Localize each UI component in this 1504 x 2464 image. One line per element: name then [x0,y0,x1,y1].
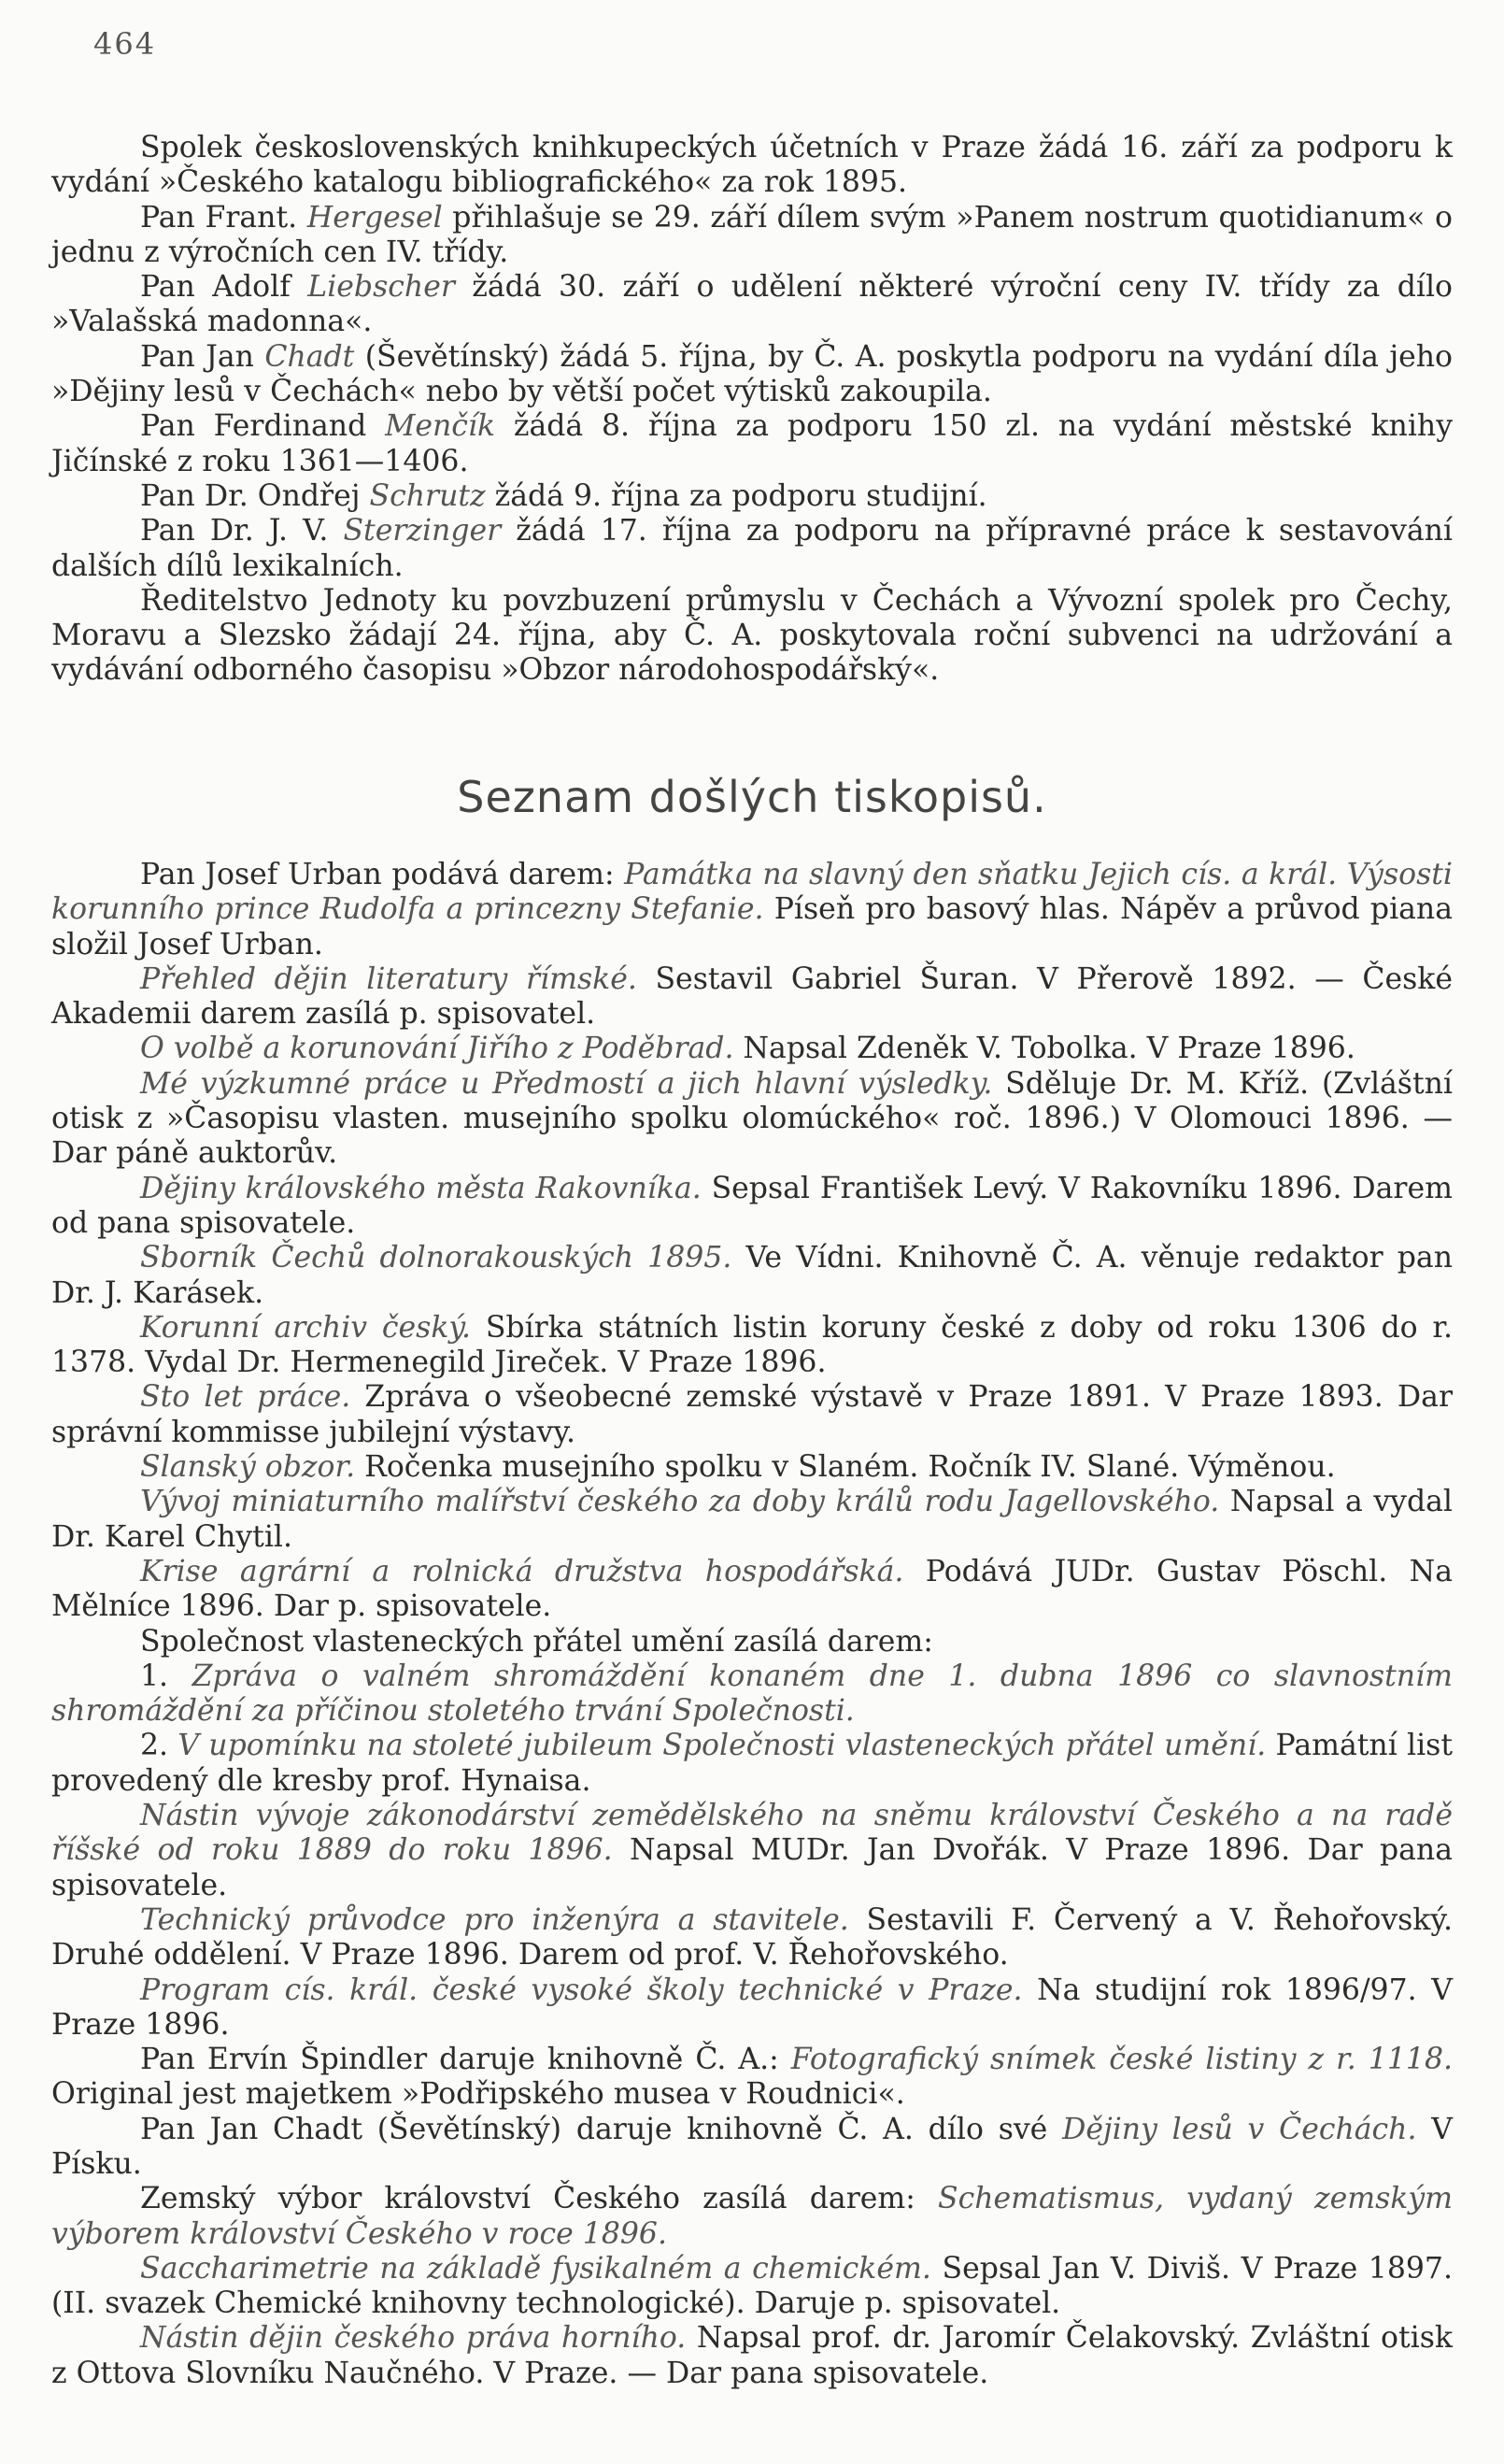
title-text: Liebscher [307,270,455,305]
body-text: Pan Jan Chadt (Ševětínský) daruje knihovně Č. A. dílo své [140,2112,1063,2146]
entry-paragraph [51,1450,1453,1485]
body-text: Ve Vídni. Knihovně Č. A. věnuje redaktor pan Dr. J. Karásek. [51,1241,1453,1310]
entry-paragraph [51,2252,1453,2322]
title-text: Zpráva o valném shromáždění konaném dne 1. dubna 1896 co slavnostním shromáždění za příčinou stoletého trvání Společnosti. [51,1659,1453,1729]
body-text: Na studijní rok 1896/97. V Praze 1896. [51,1973,1453,2042]
title-text: Sborník Čechů dolnorakouských 1895. [140,1241,732,1275]
body-text: Pan Jan [140,339,265,374]
title-text: Krise agrární a rolnická družstva hospodářská. [140,1554,904,1588]
entry-paragraph [51,1380,1453,1450]
request-paragraph [51,514,1453,584]
title-text: Památka na slavný den sňatku Jejich cís. a král. Výsosti korunního prince Rudolfa a princezny Stefanie. [51,858,1453,927]
title-text: Technický průvodce pro inženýra a stavitele. [140,1902,849,1937]
section-heading: Seznam došlých tiskopisů. [457,772,1047,822]
body-text: Zemský výbor království Českého zasílá darem: [140,2182,939,2216]
body-text: Pan Dr. J. V. [140,514,344,548]
entry-paragraph [51,1625,1453,1659]
body-text: Ředitelstvo Jednoty ku povzbuzení průmyslu v Čechách a Vývozní spolek pro Čechy, Moravu a Slezsko žádají 24. října, aby Č. A. poskytovala roční subvenci na udržování a vydávání odborného časopisu »Obzor národohospodářský«. [51,583,1453,688]
body-text: Pan Josef Urban podává darem: [140,858,625,891]
title-text: Nástin dějin českého práva horního. [140,2321,687,2356]
entry-paragraph [51,1032,1453,1066]
request-paragraph [51,201,1453,271]
request-paragraph [51,270,1453,340]
body-text: Sděluje Dr. M. Kříž. (Zvláštní otisk z »Časopisu vlasten. musejního spolku olomúckého« roč. 1896.) V Olomouci 1896. — Dar páně auktorův. [51,1066,1453,1171]
entry-paragraph [51,2113,1453,2183]
body-text: žádá 8. října za podporu 150 zl. na vydání městské knihy Jičínské z roku 1361—1406. [51,409,1453,478]
title-text: Chadt [264,339,355,374]
title-text: Schematismus, vydaný zemským výborem království Českého v roce 1896. [51,2182,1453,2251]
title-text: Sto let práce. [140,1380,351,1415]
body-text: Sepsal Jan V. Diviš. V Praze 1897. (II. svazek Chemické knihovny technologické). Daruje p. spisovatel. [51,2251,1453,2321]
entry-paragraph [51,1067,1453,1172]
body-text: 2. [140,1729,178,1763]
body-text: Pan Adolf [140,270,308,305]
entry-paragraph [51,2043,1453,2113]
entry-paragraph [51,858,1453,962]
title-text: Vývoj miniaturního malířství českého za doby králů rodu Jagellovského. [140,1485,1220,1519]
title-text: Přehled dějin literatury římské. [140,961,637,996]
entry-paragraph [51,1903,1453,1973]
body-text: Ročenka musejního spolku v Slaném. Ročník IV. Slané. Výměnou. [355,1450,1336,1485]
body-text: Original jest majetkem »Podřipského musea v Roudnici«. [51,2077,905,2112]
title-text: Slanský obzor. [140,1450,356,1485]
body-text: žádá 30. září o udělení některé výroční ceny IV. třídy za dílo »Valašská madonna«. [51,270,1454,339]
body-text: žádá 9. října za podporu studijní. [485,478,987,513]
entry-paragraph [51,1555,1453,1625]
body-text: Napsal MUDr. Jan Dvořák. V Praze 1896. Dar pana spisovatele. [51,1833,1454,1902]
body-text: Památní list provedený dle kresby prof. Hynaisa. [51,1729,1453,1798]
body-text: Napsal a vydal Dr. Karel Chytil. [51,1485,1453,1554]
body-text: Sbírka státních listin koruny české z doby od roku 1306 do r. 1378. Vydal Dr. Hermenegild Jireček. V Praze 1896. [51,1310,1453,1380]
title-text: Sterzinger [343,514,502,548]
entry-paragraph [51,1172,1453,1242]
title-text: Saccharimetrie na základě fysikalném a chemickém. [140,2251,931,2286]
title-text: Mé výzkumné práce u Předmostí a jich hlavní výsledky. [140,1066,993,1101]
request-paragraph [51,340,1453,410]
entry-paragraph [51,1485,1453,1555]
body-text: Pan Ervín Špindler daruje knihovně Č. A.: [140,2043,791,2077]
body-text: (Ševětínský) žádá 5. října, by Č. A. poskytla podporu na vydání díla jeho »Dějiny lesů v Čechách« nebo by větší počet výtisků zakoupila. [51,339,1454,409]
body-text: Napsal prof. dr. Jaromír Čelakovský. Zvláštní otisk z Ottova Slovníku Naučného. V Praze. — Dar pana spisovatele. [51,2321,1453,2390]
request-paragraph [51,131,1453,201]
title-text: Schrutz [369,478,486,513]
entry-paragraph [51,2321,1453,2391]
page-number: 464 [93,26,157,62]
request-paragraph [51,584,1453,689]
body-text: Společnost vlasteneckých přátel umění zasílá darem: [140,1624,933,1659]
title-text: Menčík [385,409,496,444]
entry-paragraph [51,2182,1453,2252]
entry-paragraph [51,962,1453,1033]
entry-paragraph [51,1241,1453,1311]
entry-paragraph [51,1729,1453,1799]
entry-paragraph [51,1659,1453,1730]
title-text: Dějiny královského města Rakovníka. [140,1171,702,1205]
body-text: 1. [140,1659,192,1693]
entry-paragraph [51,1311,1453,1381]
body-text: přihlašuje se 29. září dílem svým »Panem nostrum quotidianum« o jednu z výročních cen IV. třídy. [51,200,1454,269]
title-text: V upomínku na stoleté jubileum Společnosti vlasteneckých přátel umění. [177,1729,1267,1763]
body-text: Sepsal František Levý. V Rakovníku 1896. Darem od pana spisovatele. [51,1171,1454,1240]
body-text: V Písku. [51,2112,1453,2181]
body-text: Zpráva o všeobecné zemské výstavě v Praze 1891. V Praze 1893. Dar správní kommisse jubilejní výstavy. [51,1380,1453,1449]
body-text: Podává JUDr. Gustav Pöschl. Na Mělníce 1896. Dar p. spisovatele. [51,1554,1453,1624]
body-text: Pan Frant. [140,200,307,235]
entry-paragraph [51,1799,1453,1903]
body-text: Spolek československých knihkupeckých účetních v Praze žádá 16. září za podporu k vydání »Českého katalogu bibliografického« za rok 1895. [51,131,1453,200]
body-text: Píseň pro basový hlas. Nápěv a průvod piana složil Josef Urban. [51,892,1453,961]
title-text: O volbě a korunování Jiřího z Poděbrad. [140,1032,734,1066]
title-text: Fotografický snímek české listiny z r. 1118. [790,2043,1453,2077]
request-paragraph [51,479,1453,514]
body-text: Pan Ferdinand [140,409,386,444]
body-text: Sestavili F. Červený a V. Řehořovský. Druhé oddělení. V Praze 1896. Darem od prof. V. Řehořovského. [51,1902,1453,1973]
received-prints-section [51,858,1453,2391]
body-text: Sestavil Gabriel Šuran. V Přerově 1892. — České Akademii darem zasílá p. spisovatel. [51,961,1453,1032]
title-text: Dějiny lesů v Čechách. [1062,2112,1417,2146]
entry-paragraph [51,1973,1453,2044]
title-text: Program cís. král. české vysoké školy technické v Praze. [140,1973,1023,2007]
body-text: Napsal Zdeněk V. Tobolka. V Praze 1896. [733,1032,1355,1066]
requests-section [51,131,1453,689]
request-paragraph [51,409,1453,479]
body-text: žádá 17. října za podporu na přípravné práce k sestavování dalších dílů lexikalních. [51,514,1454,583]
title-text: Korunní archiv český. [140,1310,472,1345]
title-text: Nástin vývoje zákonodárství zemědělského na sněmu království Českého a na radě říšské od roku 1889 do roku 1896. [51,1799,1453,1868]
body-text: Pan Dr. Ondřej [140,478,370,513]
title-text: Hergesel [306,200,443,235]
